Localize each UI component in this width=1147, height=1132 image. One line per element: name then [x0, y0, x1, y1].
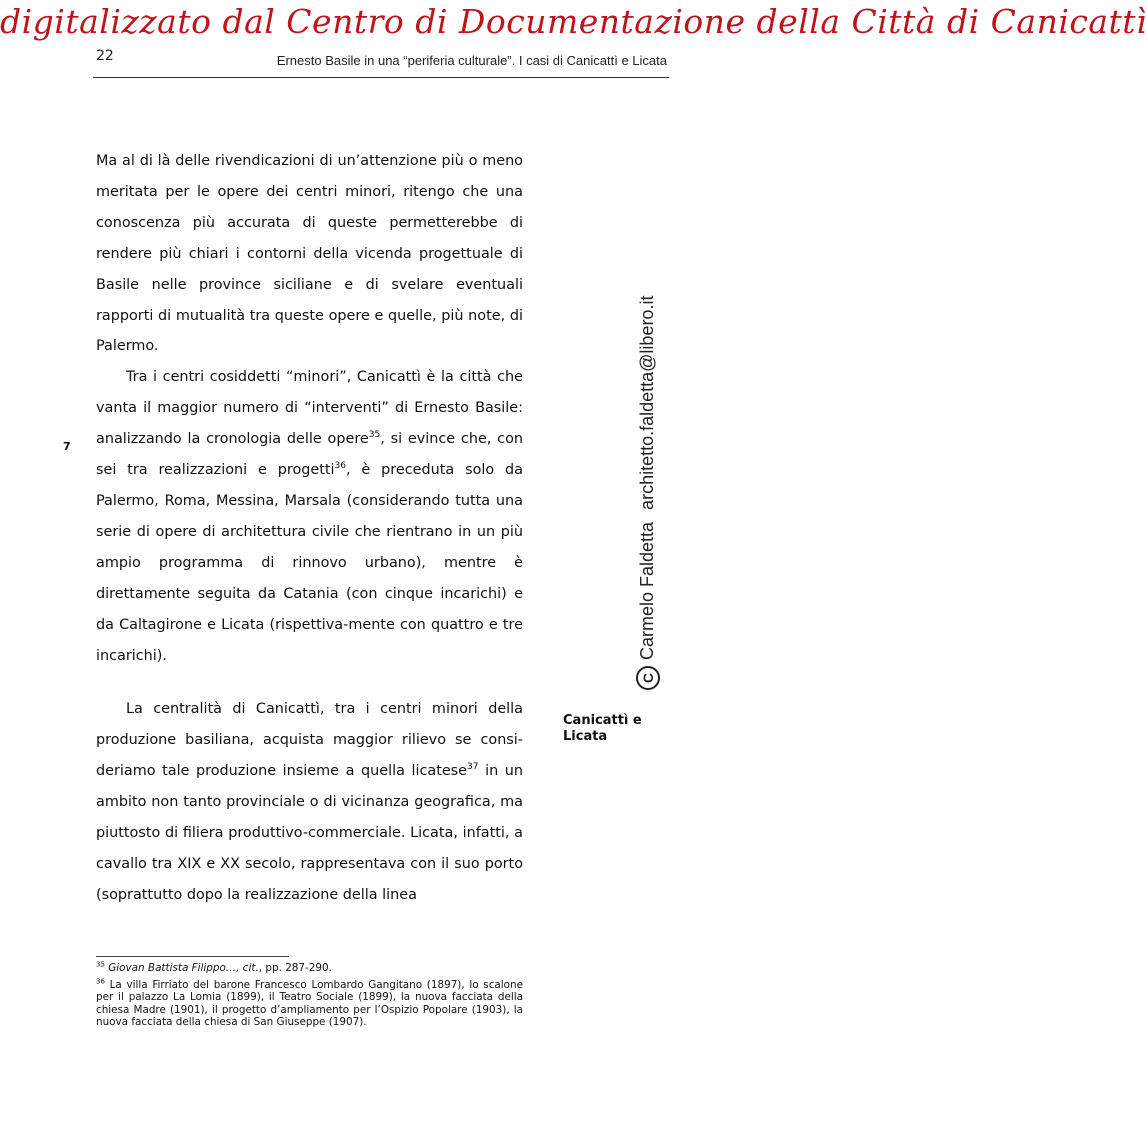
paragraph-3-text-a: La centralità di Canicattì, tra i centri minori della produzione basiliana, acquista maggior rilievo se consi-deriamo tale produzione insieme a quella licatese — [96, 701, 523, 780]
paragraph-2-text-c: , è preceduta solo da Palermo, Roma, Messina, Marsala (considerando tutta una serie di opere di architettura civile che rientrano in un più ampio programma di rinnovo urbano), mentre è direttamente seguita da Catania (con cinque incarichi) e da Caltagirone e Licata (rispettiva-mente con quattro e tre incarichi). — [96, 462, 524, 664]
paragraph-3-text-b: in un ambito non tanto provinciale o di vicinanza geografica, ma piuttosto di filiera produttivo-commerciale. Licata, infatti, a cavallo tra XIX e XX secolo, rappresentava con il suo porto (soprattutto dopo la realizzazione della linea — [96, 763, 523, 903]
body-text — [96, 146, 523, 911]
margin-marker: 7 — [63, 440, 71, 453]
paragraph-2 — [96, 362, 523, 671]
paragraph-3 — [96, 694, 523, 910]
footnote-ref-35[interactable]: 35 — [368, 430, 381, 441]
footnote-rule — [96, 956, 289, 957]
running-header-title: Ernesto Basile in una “periferia culturale”. I casi di Canicattì e Licata — [276, 53, 667, 68]
footnote-text: La villa Firriato del barone Francesco Lombardo Gangitano (1897), lo scalone per il palazzo La Lomia (1899), il Teatro Sociale (1899), la nuova facciata della chiesa Madre (1901), il progetto d’ampliamento per l’Ospizio Popolare (1903), la nuova facciata della chiesa di San Giuseppe (1907). — [96, 978, 523, 1029]
footnote-number: 35 — [96, 960, 105, 969]
paragraph-1: Ma al di là delle rivendicazioni di un’attenzione più o meno meritata per le opere dei centri minori, ritengo che una conoscenza più accurata di queste permetterebbe di rendere più chiari i contorni della vicenda progettuale di Basile nelle province siciliane e di svelare eventuali rapporti di mutualità tra queste opere e quelle, più note, di Palermo. — [96, 153, 523, 355]
footnote-pages: , pp. 287-290. — [258, 962, 332, 974]
footnotes — [96, 962, 523, 1033]
paragraph-2-text-a: Tra i centri cosiddetti “minori”, Canicattì è la città che vanta il maggior numero di “interventi” di Ernesto Basile: analizzando la cronologia delle opere — [96, 369, 523, 448]
footnote-ref-37[interactable]: 37 — [467, 762, 479, 773]
page-number: 22 — [96, 48, 114, 64]
footnote-ref-36[interactable]: 36 — [334, 461, 346, 472]
footnote-title: Giovan Battista Filippo… — [108, 962, 237, 974]
digitization-watermark: digitalizzato dal Centro di Documentazione della Città di Canicattì — [0, 2, 1147, 41]
copyright-icon: C — [636, 666, 660, 690]
header-rule — [93, 77, 669, 78]
paragraph-2-text-b: , si evince che, con sei tra realizzazioni e progetti — [96, 431, 523, 479]
copyright-email[interactable]: architetto.faldetta@libero.it — [636, 295, 657, 510]
footnote-cit: , cit. — [236, 962, 259, 974]
footnote-35 — [96, 962, 523, 975]
copyright-notice — [636, 296, 660, 690]
footnote-36 — [96, 979, 523, 1029]
footnote-number: 36 — [96, 977, 105, 986]
copyright-author: Carmelo Faldetta — [636, 521, 657, 660]
side-heading: Canicattì e Licata — [563, 713, 642, 744]
